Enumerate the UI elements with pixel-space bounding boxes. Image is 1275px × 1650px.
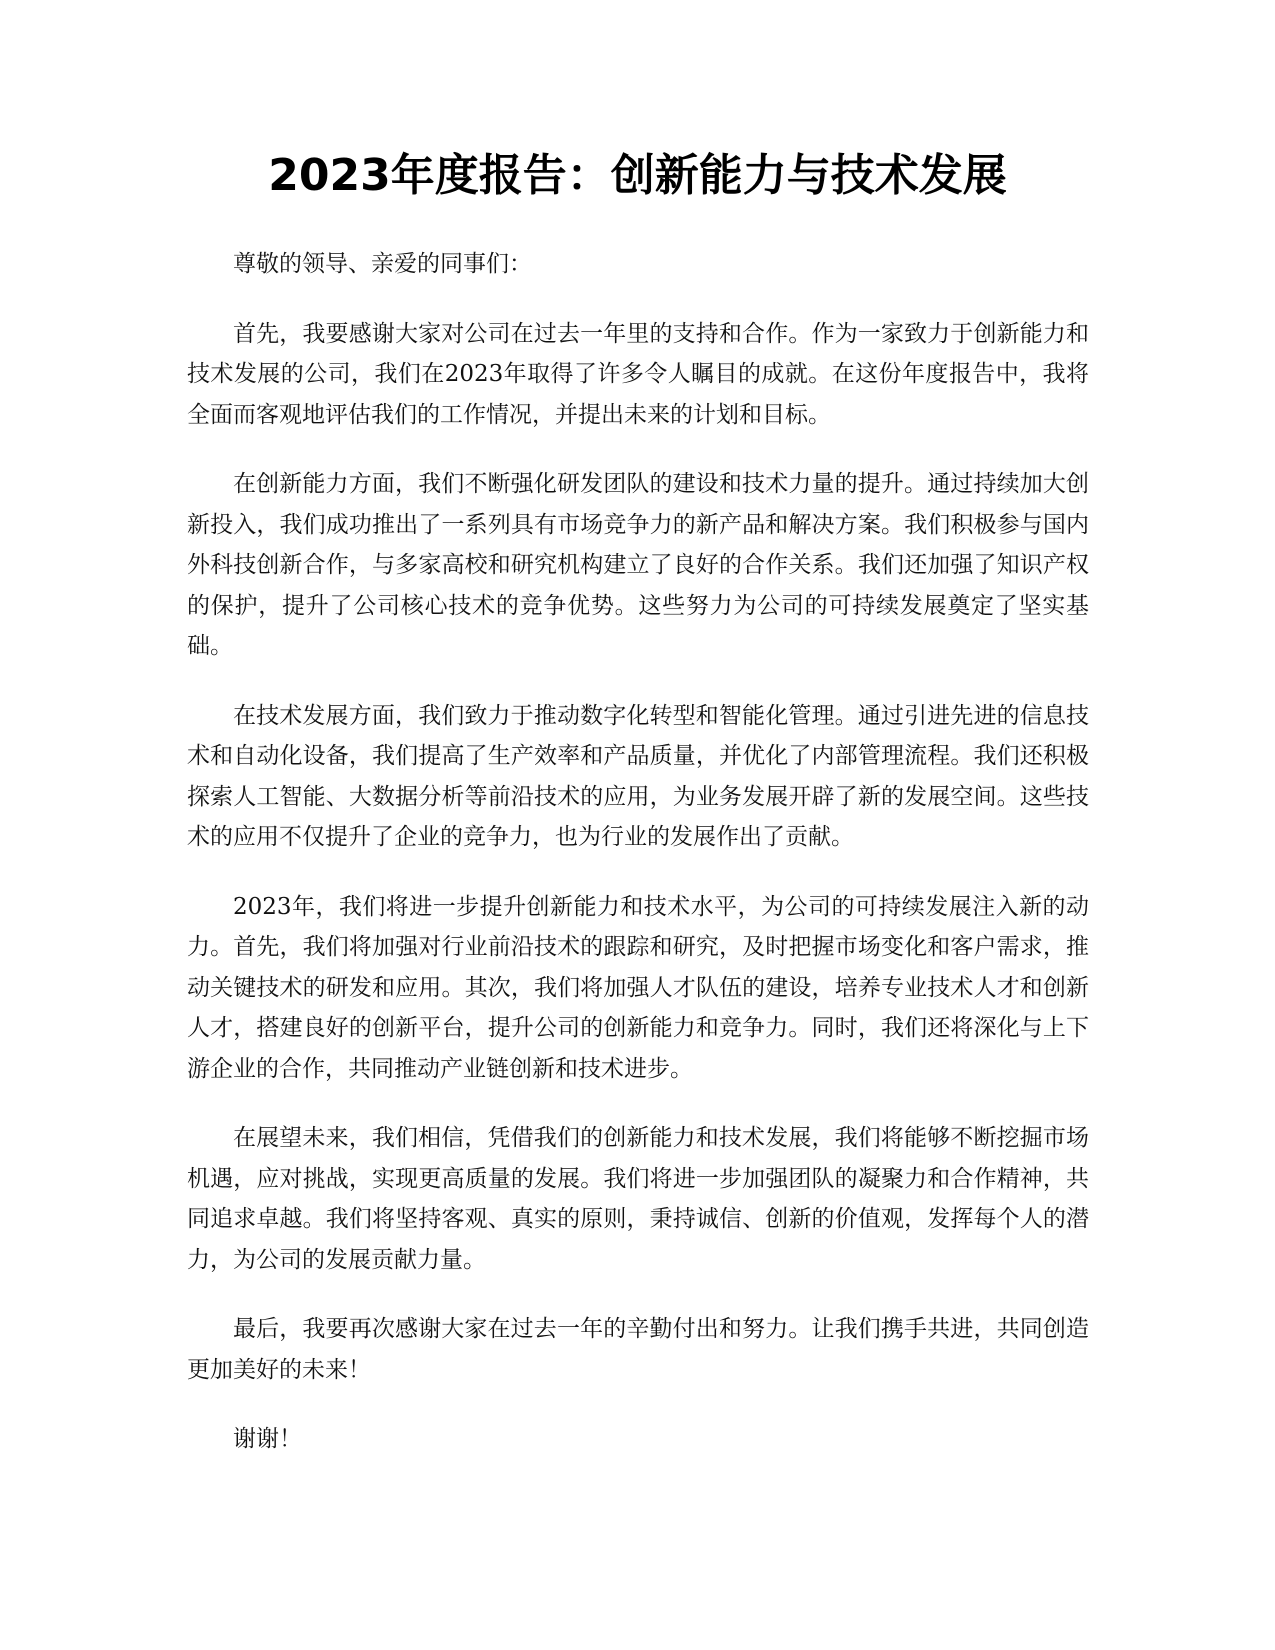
- paragraph-greeting: 尊敬的领导、亲爱的同事们：: [233, 251, 532, 277]
- paragraph-closing: 最后，我要再次感谢大家在过去一年的辛勤付出和努力。让我们携手共进，共同创造更加美好的未来！: [187, 1316, 1089, 1383]
- paragraph-thanks: 谢谢！: [233, 1426, 302, 1452]
- paragraph-plan: 2023年，我们将进一步提升创新能力和技术水平，为公司的可持续发展注入新的动力。首先，我们将加强对行业前沿技术的跟踪和研究，及时把握市场变化和客户需求，推动关键技术的研发和应用。其次，我们将加强人才队伍的建设，培养专业技术人才和创新人才，搭建良好的创新平台，提升公司的创新能力和竞争力。同时，我们还将深化与上下游企业的合作，共同推动产业链创新和技术进步。: [187, 893, 1089, 1082]
- document-body: [187, 244, 1089, 1489]
- paragraph-intro: 首先，我要感谢大家对公司在过去一年里的支持和合作。作为一家致力于创新能力和技术发展的公司，我们在2023年取得了许多令人瞩目的成就。在这份年度报告中，我将全面而客观地评估我们的工作情况，并提出未来的计划和目标。: [187, 320, 1089, 428]
- paragraph-innovation: 在创新能力方面，我们不断强化研发团队的建设和技术力量的提升。通过持续加大创新投入，我们成功推出了一系列具有市场竞争力的新产品和解决方案。我们积极参与国内外科技创新合作，与多家高校和研究机构建立了良好的合作关系。我们还加强了知识产权的保护，提升了公司核心技术的竞争优势。这些努力为公司的可持续发展奠定了坚实基础。: [187, 471, 1089, 659]
- document-title: 2023年度报告：创新能力与技术发展: [268, 150, 1007, 201]
- paragraph-outlook: 在展望未来，我们相信，凭借我们的创新能力和技术发展，我们将能够不断挖掘市场机遇，应对挑战，实现更高质量的发展。我们将进一步加强团队的凝聚力和合作精神，共同追求卓越。我们将坚持客观、真实的原则，秉持诚信、创新的价值观，发挥每个人的潜力，为公司的发展贡献力量。: [187, 1125, 1089, 1273]
- paragraph-technology: 在技术发展方面，我们致力于推动数字化转型和智能化管理。通过引进先进的信息技术和自动化设备，我们提高了生产效率和产品质量，并优化了内部管理流程。我们还积极探索人工智能、大数据分析等前沿技术的应用，为业务发展开辟了新的发展空间。这些技术的应用不仅提升了企业的竞争力，也为行业的发展作出了贡献。: [187, 702, 1089, 850]
